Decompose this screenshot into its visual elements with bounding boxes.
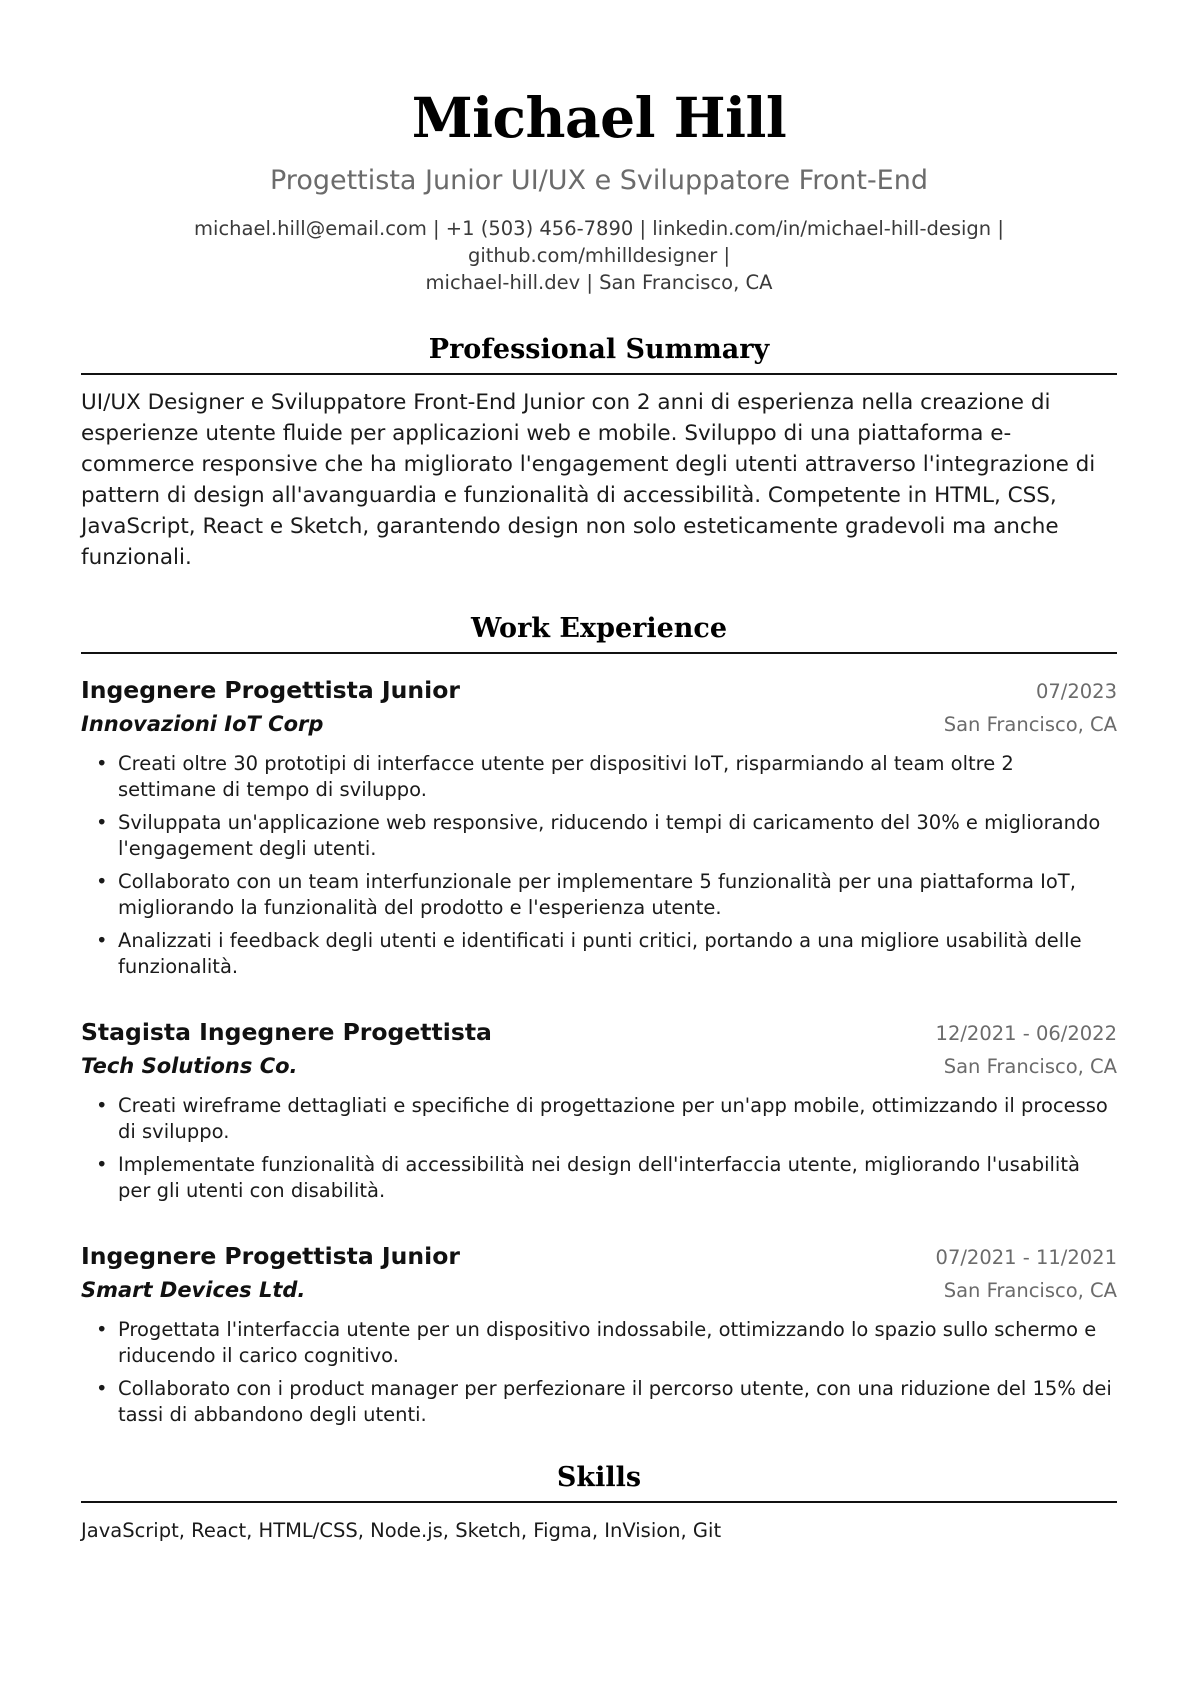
- company-name: Tech Solutions Co.: [81, 1054, 298, 1078]
- bullet-icon: •: [96, 1377, 108, 1400]
- contact-line-2: michael-hill.dev | San Francisco, CA: [425, 271, 773, 294]
- summary-heading: Professional Summary: [81, 332, 1117, 375]
- experience-section: [81, 611, 1117, 1428]
- bullet-icon: •: [96, 1094, 108, 1117]
- job-bullet: [81, 1376, 1117, 1428]
- experience-heading: Work Experience: [81, 611, 1117, 654]
- job-location: San Francisco, CA: [943, 713, 1117, 736]
- job-date: 12/2021 - 06/2022: [935, 1022, 1117, 1045]
- bullet-icon: •: [96, 1153, 108, 1176]
- bullet-text: Analizzati i feedback degli utenti e identificati i punti critici, portando a una migliore usabilità delle funzionalità.: [118, 929, 1082, 978]
- summary-section: [81, 332, 1117, 573]
- job-bullet: [81, 869, 1117, 921]
- job-entry: [81, 1016, 1117, 1204]
- job-title-row: [81, 1240, 1117, 1272]
- job-bullet: [81, 1093, 1117, 1145]
- bullet-icon: •: [96, 870, 108, 893]
- job-bullet: [81, 751, 1117, 803]
- job-bullets: [81, 1317, 1117, 1428]
- job-location: San Francisco, CA: [943, 1055, 1117, 1078]
- bullet-text: Creati oltre 30 prototipi di interfacce utente per dispositivi IoT, risparmiando al team oltre 2 settimane di tempo di sviluppo.: [118, 752, 1014, 801]
- contact-line-1: michael.hill@email.com | +1 (503) 456-7890 | linkedin.com/in/michael-hill-design | github.com/mhilldesigner |: [194, 217, 1004, 267]
- bullet-text: Implementate funzionalità di accessibilità nei design dell'interfaccia utente, migliorando l'usabilità per gli utenti con disabilità.: [118, 1153, 1080, 1202]
- job-bullets: [81, 751, 1117, 980]
- job-company-row: [81, 706, 1117, 739]
- bullet-text: Collaborato con i product manager per perfezionare il percorso utente, con una riduzione del 15% dei tassi di abbandono degli utenti.: [118, 1377, 1112, 1426]
- job-title-row: [81, 1016, 1117, 1048]
- company-name: Smart Devices Ltd.: [81, 1278, 306, 1302]
- job-entry: [81, 1240, 1117, 1428]
- summary-text: UI/UX Designer e Sviluppatore Front-End Junior con 2 anni di esperienza nella creazione di esperienze utente fluide per applicazioni web e mobile. Sviluppo di una piattaforma e-commerce responsive che ha migliorato l'engagement degli utenti attraverso l'integrazione di pattern di design all'avanguardia e funzionalità di accessibilità. Competente in HTML, CSS, JavaScript, React e Sketch, garantendo design non solo esteticamente gradevoli ma anche funzionali.: [81, 390, 1096, 570]
- bullet-text: Creati wireframe dettagliati e specifiche di progettazione per un'app mobile, ottimizzando il processo di sviluppo.: [118, 1094, 1108, 1143]
- job-date: 07/2023: [1035, 680, 1117, 703]
- bullet-icon: •: [96, 929, 108, 952]
- bullet-icon: •: [96, 811, 108, 834]
- skills-section: [81, 1460, 1117, 1545]
- bullet-text: Progettata l'interfaccia utente per un dispositivo indossabile, ottimizzando lo spazio sullo schermo e riducendo il carico cognitivo.: [118, 1318, 1097, 1367]
- job-location: San Francisco, CA: [943, 1279, 1117, 1302]
- skills-heading: Skills: [81, 1460, 1117, 1503]
- job-bullet: [81, 1152, 1117, 1204]
- job-bullets: [81, 1093, 1117, 1204]
- job-bullet: [81, 810, 1117, 862]
- candidate-name: Michael Hill: [411, 85, 787, 150]
- bullet-text: Sviluppata un'applicazione web responsive, riducendo i tempi di caricamento del 30% e migliorando l'engagement degli utenti.: [118, 811, 1101, 860]
- job-bullet: [81, 1317, 1117, 1369]
- job-company-row: [81, 1272, 1117, 1305]
- job-date: 07/2021 - 11/2021: [935, 1246, 1117, 1269]
- bullet-icon: •: [96, 1318, 108, 1341]
- job-title-row: [81, 674, 1117, 706]
- job-subtitle: Progettista Junior UI/UX e Sviluppatore Front-End: [270, 165, 928, 196]
- job-title: Stagista Ingegnere Progettista: [81, 1018, 492, 1046]
- job-entry: [81, 674, 1117, 980]
- resume-page: [81, 0, 1117, 1545]
- job-title: Ingegnere Progettista Junior: [81, 1242, 460, 1270]
- bullet-icon: •: [96, 752, 108, 775]
- contact-info: [81, 215, 1117, 296]
- bullet-text: Collaborato con un team interfunzionale per implementare 5 funzionalità per una piattaforma IoT, migliorando la funzionalità del prodotto e l'esperienza utente.: [118, 870, 1076, 919]
- company-name: Innovazioni IoT Corp: [81, 712, 324, 736]
- job-title: Ingegnere Progettista Junior: [81, 676, 460, 704]
- job-company-row: [81, 1048, 1117, 1081]
- skills-list: JavaScript, React, HTML/CSS, Node.js, Sketch, Figma, InVision, Git: [81, 1519, 722, 1542]
- job-bullet: [81, 928, 1117, 980]
